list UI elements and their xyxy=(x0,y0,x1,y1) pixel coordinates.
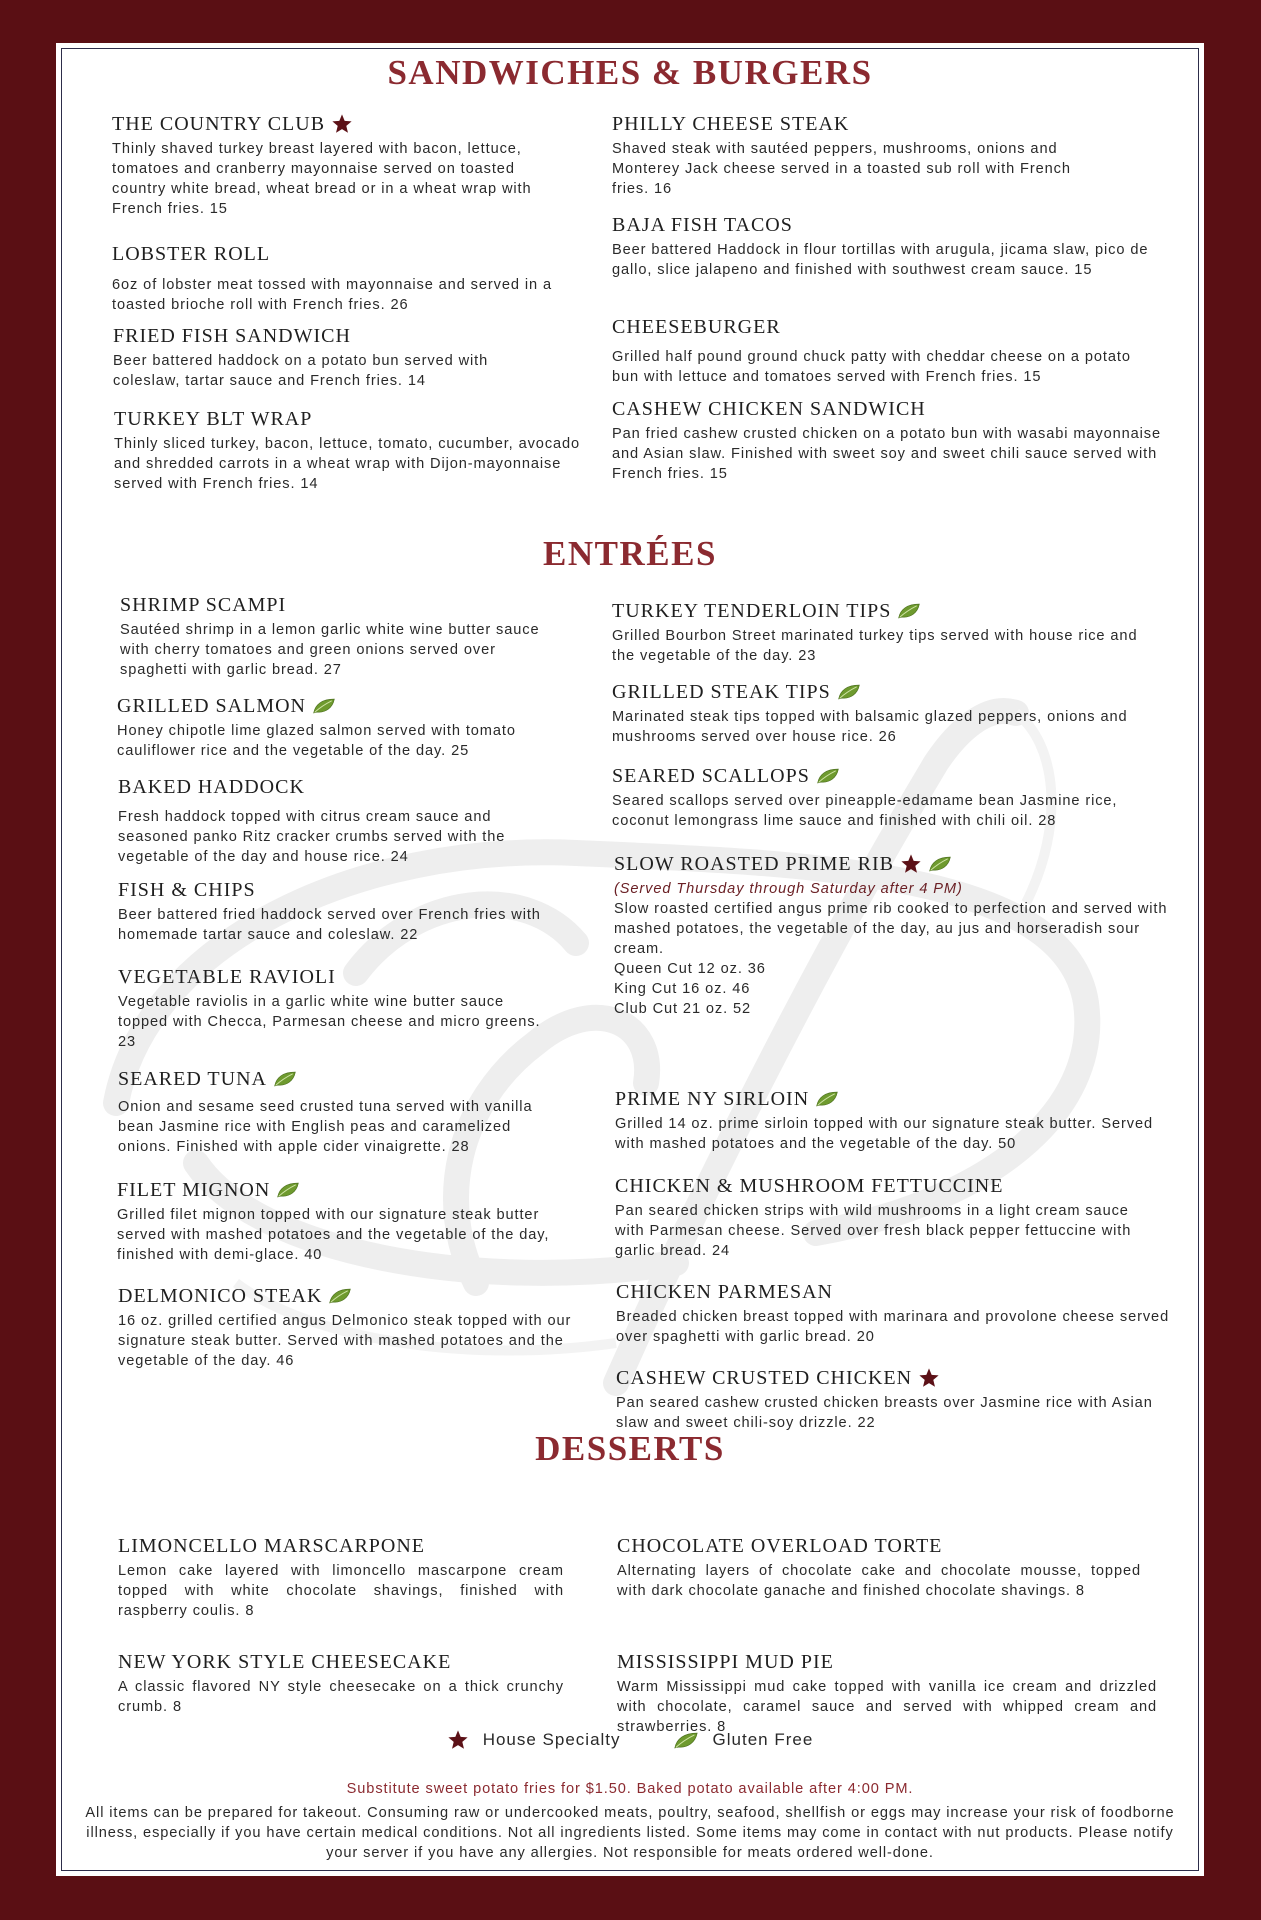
item-name: GRILLED STEAK TIPS xyxy=(612,681,831,703)
item-description: Pan seared chicken strips with wild mushrooms in a light cream sauce with Parmesan cheese. Served over fresh black pepper fettuccine with garlic bread. 24 xyxy=(615,1203,1132,1259)
item-name: BAKED HADDOCK xyxy=(118,776,305,798)
item-name: CASHEW CHICKEN SANDWICH xyxy=(612,398,926,420)
leaf-icon xyxy=(816,767,840,785)
menu-item xyxy=(617,1650,1157,1737)
item-name: PHILLY CHEESE STEAK xyxy=(612,113,850,135)
item-name: THE COUNTRY CLUB xyxy=(112,113,326,135)
item-description: Warm Mississippi mud cake topped with vanilla ice cream and drizzled with chocolate, caramel sauce and served with whipped cream and strawberries. 8 xyxy=(617,1679,1157,1735)
leaf-icon xyxy=(276,1181,300,1199)
item-description: Alternating layers of chocolate cake and chocolate mousse, topped with dark chocolate ganache and finished chocolate shavings. 8 xyxy=(617,1563,1141,1599)
item-description: Fresh haddock topped with citrus cream sauce and seasoned panko Ritz cracker crumbs served with the vegetable of the day and house rice. 24 xyxy=(118,809,506,865)
item-description: Seared scallops served over pineapple-edamame bean Jasmine rice, coconut lemongrass lime sauce and finished with chili oil. 28 xyxy=(612,793,1118,829)
menu-item xyxy=(118,1534,564,1621)
item-name: PRIME NY SIRLOIN xyxy=(615,1088,810,1110)
item-description: Pan fried cashew crusted chicken on a potato bun with wasabi mayonnaise and Asian slaw. Finished with sweet soy and sweet chili sauce served with French fries. 15 xyxy=(612,426,1162,482)
item-name: SEARED SCALLOPS xyxy=(612,765,810,787)
menu-item xyxy=(616,1366,1171,1433)
star-icon xyxy=(447,1729,469,1751)
menu-item xyxy=(614,852,1194,1019)
cut-option: Queen Cut 12 oz. 36 xyxy=(614,961,766,977)
item-description: Breaded chicken breast topped with marinara and provolone cheese served over spaghetti with garlic bread. 20 xyxy=(616,1309,1170,1345)
menu-item xyxy=(120,593,560,680)
item-name: MISSISSIPPI MUD PIE xyxy=(617,1651,834,1673)
section-title-sandwiches: SANDWICHES & BURGERS xyxy=(387,53,873,92)
leaf-icon xyxy=(928,855,952,873)
item-name: FISH & CHIPS xyxy=(118,879,256,901)
item-description: Beer battered haddock on a potato bun served with coleslaw, tartar sauce and French fries. 14 xyxy=(113,353,489,389)
star-icon xyxy=(331,113,353,135)
item-name: SLOW ROASTED PRIME RIB xyxy=(614,853,894,875)
menu-page xyxy=(56,43,1204,1876)
item-description: Grilled half pound ground chuck patty with cheddar cheese on a potato bun with lettuce and tomatoes served with French fries. 15 xyxy=(612,349,1131,385)
section-title-desserts: DESSERTS xyxy=(535,1429,725,1468)
item-name: FILET MIGNON xyxy=(117,1179,271,1201)
menu-item xyxy=(118,1067,558,1157)
item-name: DELMONICO STEAK xyxy=(118,1285,323,1307)
item-description: Thinly shaved turkey breast layered with bacon, lettuce, tomatoes and cranberry mayonnaise served on toasted country white bread, wheat bread or in a wheat wrap with French fries. 15 xyxy=(112,141,532,217)
leaf-icon xyxy=(897,602,921,620)
menu-item xyxy=(114,407,584,494)
menu-item xyxy=(118,775,558,867)
item-name: GRILLED SALMON xyxy=(117,695,306,717)
item-name: CHICKEN & MUSHROOM FETTUCCINE xyxy=(615,1175,1004,1197)
leaf-icon xyxy=(312,697,336,715)
item-description: Lemon cake layered with limoncello mascarpone cream topped with white chocolate shavings, finished with raspberry coulis. 8 xyxy=(118,1563,564,1619)
serving-note: (Served Thursday through Saturday after 4 PM) xyxy=(614,881,963,897)
item-description: Shaved steak with sautéed peppers, mushrooms, onions and Monterey Jack cheese served in a toasted sub roll with French fries. 16 xyxy=(612,141,1071,197)
cut-option: King Cut 16 oz. 46 xyxy=(614,981,751,997)
legend xyxy=(56,1729,1204,1751)
item-description: A classic flavored NY style cheesecake on a thick crunchy crumb. 8 xyxy=(118,1679,564,1715)
item-name: CHOCOLATE OVERLOAD TORTE xyxy=(617,1535,943,1557)
item-description: Beer battered Haddock in flour tortillas with arugula, jicama slaw, pico de gallo, slice jalapeno and finished with southwest cream sauce. 15 xyxy=(612,242,1149,278)
menu-item xyxy=(612,315,1152,387)
item-description: Grilled Bourbon Street marinated turkey tips served with house rice and the vegetable of the day. 23 xyxy=(612,628,1138,664)
item-name: BAJA FISH TACOS xyxy=(612,214,793,236)
legend-label: Gluten Free xyxy=(712,1730,814,1749)
item-name: NEW YORK STYLE CHEESECAKE xyxy=(118,1651,452,1673)
item-name: CHICKEN PARMESAN xyxy=(616,1281,833,1303)
menu-item xyxy=(117,694,557,761)
item-description: Sautéed shrimp in a lemon garlic white wine butter sauce with cherry tomatoes and green onions served over spaghetti with garlic bread. 27 xyxy=(120,622,540,678)
menu-item xyxy=(615,1087,1155,1154)
item-description: Vegetable raviolis in a garlic white wine butter sauce topped with Checca, Parmesan cheese and micro greens. 23 xyxy=(118,994,541,1050)
leaf-icon xyxy=(273,1070,297,1088)
menu-item xyxy=(612,764,1172,831)
item-description: 6oz of lobster meat tossed with mayonnaise and served in a toasted brioche roll with French fries. 26 xyxy=(112,277,552,313)
menu-item xyxy=(112,242,556,315)
leaf-icon xyxy=(815,1090,839,1108)
legend-label: House Specialty xyxy=(482,1730,621,1749)
item-description: 16 oz. grilled certified angus Delmonico steak topped with our signature steak butter. Served with mashed potatoes and the vegetable of the day. 46 xyxy=(118,1313,572,1369)
menu-item xyxy=(117,1178,557,1265)
item-description: Thinly sliced turkey, bacon, lettuce, tomato, cucumber, avocado and shredded carrots in a wheat wrap with Dijon-mayonnaise served with French fries. 14 xyxy=(114,436,581,492)
menu-item xyxy=(112,112,556,219)
star-icon xyxy=(900,853,922,875)
item-name: CASHEW CRUSTED CHICKEN xyxy=(616,1367,913,1389)
item-description: Onion and sesame seed crusted tuna served with vanilla bean Jasmine rice with English peas and caramelized onions. Finished with apple cider vinaigrette. 28 xyxy=(118,1099,533,1155)
cut-list xyxy=(614,959,1194,1019)
menu-item xyxy=(118,965,558,1052)
item-description: Beer battered fried haddock served over French fries with homemade tartar sauce and coleslaw. 22 xyxy=(118,907,541,943)
star-icon xyxy=(918,1367,940,1389)
item-description: Slow roasted certified angus prime rib cooked to perfection and served with mashed potatoes, the vegetable of the day, au jus and horseradish sour cream. xyxy=(614,901,1168,957)
item-name: TURKEY TENDERLOIN TIPS xyxy=(612,600,892,622)
menu-item xyxy=(612,397,1168,484)
item-name: LOBSTER ROLL xyxy=(112,243,271,265)
section-title-entrees: ENTRÉES xyxy=(543,534,717,573)
menu-item xyxy=(612,112,1106,199)
leaf-icon xyxy=(328,1287,352,1305)
allergy-disclaimer: All items can be prepared for takeout. Consuming raw or undercooked meats, poultry, seafood, shellfish or eggs may increase your risk of foodborne illness, especially if you have certain medical conditions. Not all ingredients listed. Some items may come in contact with nut products. Please notify your server if you have any allergies. Not responsible for meats ordered well-done. xyxy=(85,1805,1175,1861)
menu-item xyxy=(612,599,1152,666)
menu-item xyxy=(616,1280,1171,1347)
leaf-icon xyxy=(673,1731,699,1750)
menu-item xyxy=(113,324,543,391)
item-description: Pan seared cashew crusted chicken breasts over Jasmine rice with Asian slaw and sweet chili-soy drizzle. 22 xyxy=(616,1395,1153,1431)
menu-item xyxy=(615,1174,1155,1261)
item-name: CHEESEBURGER xyxy=(612,316,781,338)
item-description: Marinated steak tips topped with balsamic glazed peppers, onions and mushrooms served over house rice. 26 xyxy=(612,709,1128,745)
menu-item xyxy=(118,1284,593,1371)
item-name: SEARED TUNA xyxy=(118,1068,267,1090)
legend-gluten-free xyxy=(673,1730,814,1750)
menu-item xyxy=(617,1534,1141,1601)
item-name: FRIED FISH SANDWICH xyxy=(113,325,351,347)
item-description: Grilled 14 oz. prime sirloin topped with our signature steak butter. Served with mashed potatoes and the vegetable of the day. 50 xyxy=(615,1116,1153,1152)
item-name: TURKEY BLT WRAP xyxy=(114,408,313,430)
item-name: VEGETABLE RAVIOLI xyxy=(118,966,336,988)
menu-item xyxy=(612,680,1152,747)
menu-item xyxy=(612,213,1152,280)
item-description: Honey chipotle lime glazed salmon served with tomato cauliflower rice and the vegetable of the day. 25 xyxy=(117,723,516,759)
item-name: LIMONCELLO MARSCARPONE xyxy=(118,1535,426,1557)
substitution-note: Substitute sweet potato fries for $1.50. Baked potato available after 4:00 PM. xyxy=(346,1781,914,1797)
menu-item xyxy=(118,878,558,945)
item-description: Grilled filet mignon topped with our signature steak butter served with mashed potatoes and the vegetable of the day, finished with demi-glace. 40 xyxy=(117,1207,550,1263)
menu-item xyxy=(118,1650,564,1717)
cut-option: Club Cut 21 oz. 52 xyxy=(614,1001,752,1017)
leaf-icon xyxy=(837,683,861,701)
item-name: SHRIMP SCAMPI xyxy=(120,594,287,616)
legend-house-specialty xyxy=(447,1729,621,1751)
